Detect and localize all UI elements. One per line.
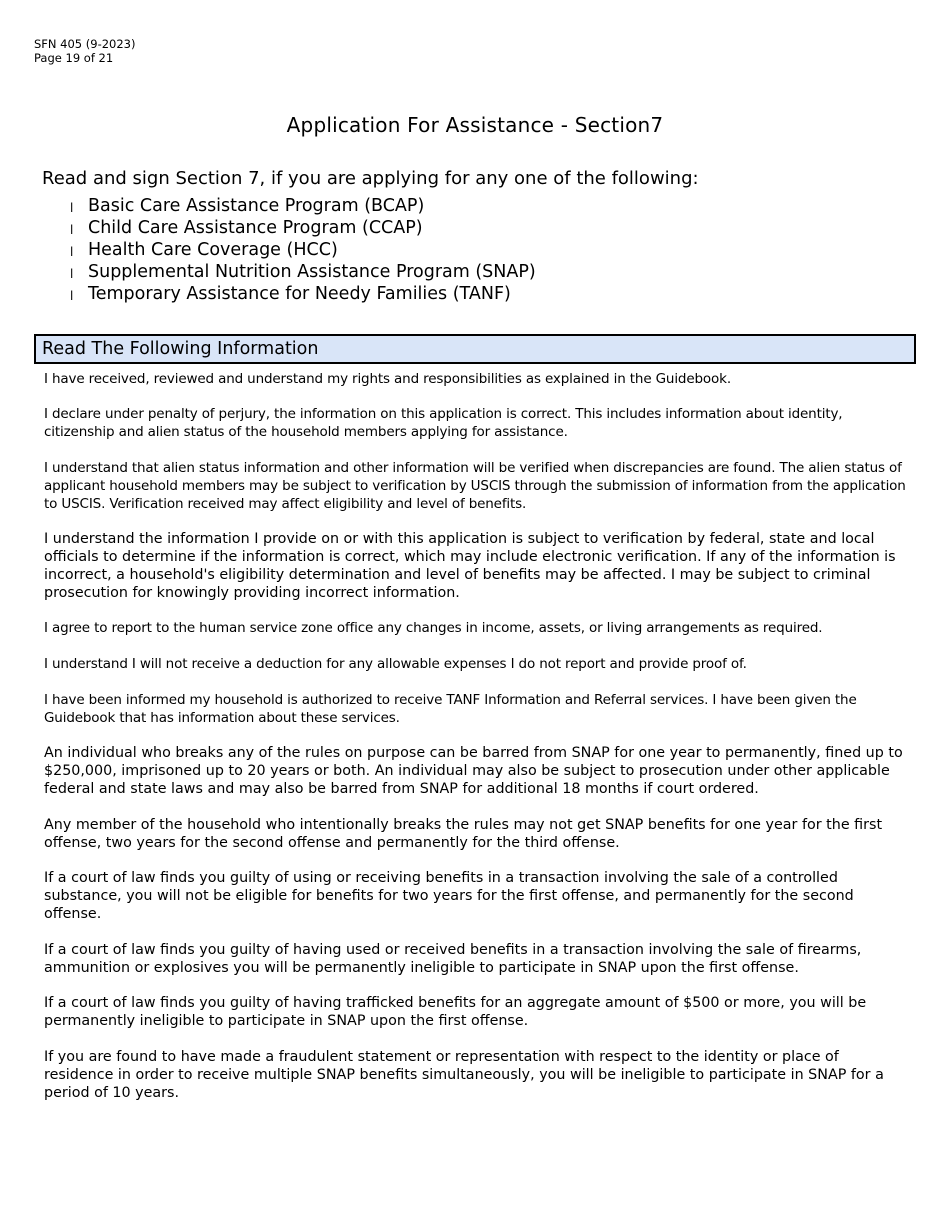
page-title: Application For Assistance - Section7: [286, 113, 664, 137]
section-heading-box: [34, 334, 916, 364]
program-list: [70, 195, 536, 305]
paragraph-controlled-substance: If a court of law finds you guilty of using or receiving benefits in a transaction involving the sale of a controlled substance, you will not be eligible for benefits for two years for the first offense, and permanently for the second offense.: [44, 870, 854, 922]
list-item: [70, 283, 536, 305]
paragraph-perjury: I declare under penalty of perjury, the information on this application is correct. This includes information about identity, citizenship and alien status of the household members applying for assistance.: [44, 406, 843, 440]
paragraph-report-changes: I agree to report to the human service zone office any changes in income, assets, or living arrangements as required.: [44, 620, 823, 636]
program-label: Supplemental Nutrition Assistance Program (SNAP): [88, 262, 536, 282]
list-item: [70, 217, 536, 239]
paragraph-trafficking: If a court of law finds you guilty of having trafficked benefits for an aggregate amount of $500 or more, you will be permanently ineligible to participate in SNAP upon the first offense.: [44, 995, 867, 1029]
paragraph-alien-status: I understand that alien status information and other information will be verified when discrepancies are found. The alien status of applicant household members may be subject to verification by USCIS through the submission of information from the application to USCIS. Verification received may affect eligibility and level of benefits.: [44, 460, 906, 512]
bullet-icon: l: [70, 245, 74, 259]
bullet-icon: l: [70, 223, 74, 237]
program-label: Health Care Coverage (HCC): [88, 240, 338, 260]
list-item: [70, 195, 536, 217]
paragraph-deductions: I understand I will not receive a deduction for any allowable expenses I do not report and provide proof of.: [44, 656, 747, 672]
bullet-icon: l: [70, 267, 74, 281]
paragraph-penalties: An individual who breaks any of the rules on purpose can be barred from SNAP for one year to permanently, fined up to $250,000, imprisoned up to 20 years or both. An individual may also be subject to prosecution under other applicable federal and state laws and may also be barred from SNAP for additional 18 months if court ordered.: [44, 745, 903, 797]
program-label: Temporary Assistance for Needy Families (TANF): [88, 284, 511, 304]
paragraph-verification: I understand the information I provide on or with this application is subject to verification by federal, state and local officials to determine if the information is correct, which may include electronic verification. If any of the information is incorrect, a household's eligibility determination and level of benefits may be affected. I may be subject to criminal prosecution for knowingly providing incorrect information.: [44, 531, 896, 601]
bullet-icon: l: [70, 289, 74, 303]
list-item: [70, 239, 536, 261]
paragraph-rights: I have received, reviewed and understand my rights and responsibilities as explained in the Guidebook.: [44, 371, 731, 387]
intro-text: Read and sign Section 7, if you are applying for any one of the following:: [42, 168, 699, 189]
paragraph-household-penalties: Any member of the household who intentionally breaks the rules may not get SNAP benefits for one year for the first offense, two years for the second offense and permanently for the third offense.: [44, 817, 883, 851]
program-label: Basic Care Assistance Program (BCAP): [88, 196, 425, 216]
bullet-icon: l: [70, 201, 74, 215]
list-item: [70, 261, 536, 283]
paragraph-tanf-referral: I have been informed my household is authorized to receive TANF Information and Referral services. I have been given the Guidebook that has information about these services.: [44, 692, 857, 726]
form-number: SFN 405 (9-2023): [34, 37, 136, 51]
program-label: Child Care Assistance Program (CCAP): [88, 218, 423, 238]
paragraph-firearms: If a court of law finds you guilty of having used or received benefits in a transaction involving the sale of firearms, ammunition or explosives you will be permanently ineligible to participate in SNAP upon the first offense.: [44, 942, 862, 976]
paragraph-fraudulent-statement: If you are found to have made a fraudulent statement or representation with respect to the identity or place of residence in order to receive multiple SNAP benefits simultaneously, you will be ineligible to participate in SNAP for a period of 10 years.: [44, 1049, 884, 1101]
section-heading: Read The Following Information: [42, 339, 319, 359]
page-number: Page 19 of 21: [34, 51, 114, 65]
